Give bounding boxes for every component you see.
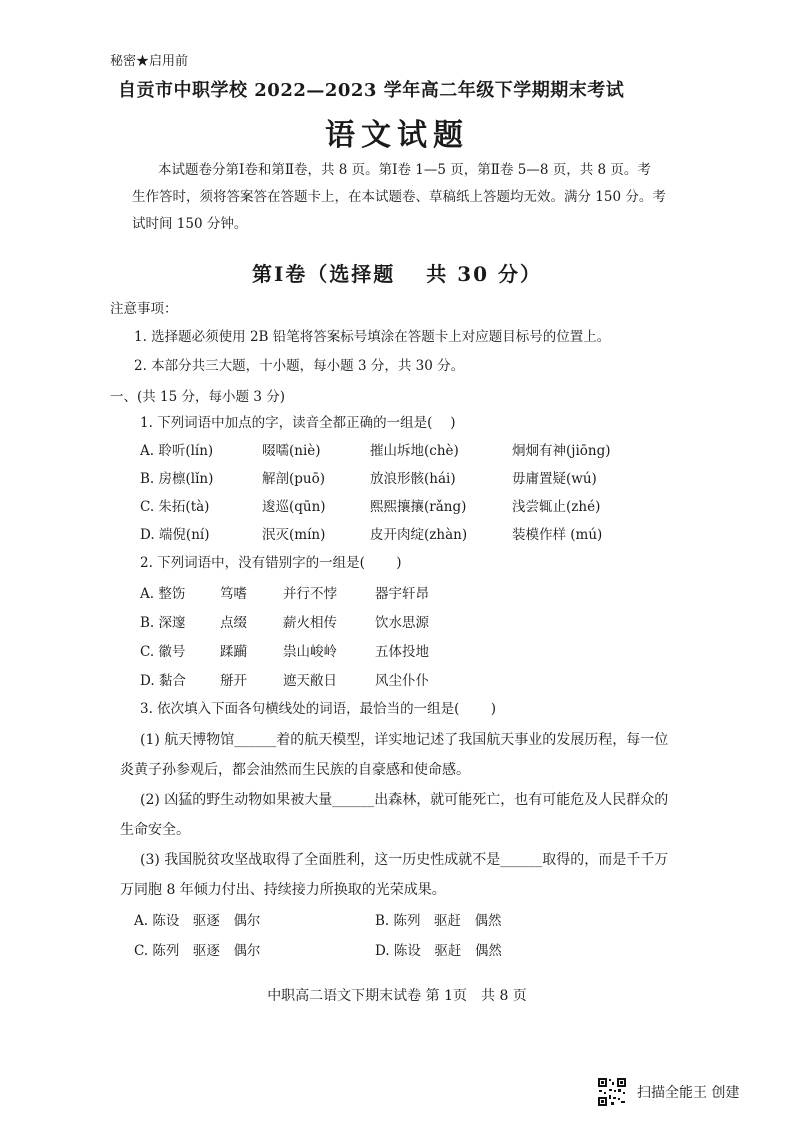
- q1-option-a-1: A. 聆听(lín): [140, 443, 214, 459]
- question-1-stem: 1. 下列词语中加点的字，读音全都正确的一组是( ): [140, 415, 456, 431]
- part-heading: 一、(共 15 分，每小题 3 分): [110, 389, 285, 405]
- q2-option-c-1: C. 徽号: [140, 644, 186, 660]
- q1-option-c-2: 逡巡(qūn): [262, 499, 326, 515]
- q2-option-a-3: 并行不悖: [283, 586, 337, 602]
- q2-option-d-2: 掰开: [220, 673, 247, 689]
- q2-option-d-1: D. 黏合: [140, 673, 186, 689]
- q1-option-b-1: B. 房檩(lǐn): [140, 471, 214, 487]
- q2-option-b-1: B. 深邃: [140, 615, 186, 631]
- instruction-line-1: 本试题卷分第Ⅰ卷和第Ⅱ卷，共 8 页。第Ⅰ卷 1—5 页，第Ⅱ卷 5—8 页，共 8 页。考: [158, 162, 651, 178]
- q3-option-d: D. 陈设 驱赶 偶然: [375, 943, 502, 959]
- q3-option-c: C. 陈列 驱逐 偶尔: [134, 943, 261, 959]
- qr-code-icon: [597, 1077, 627, 1107]
- q2-option-a-4: 器宇轩昂: [375, 586, 429, 602]
- q3-option-b: B. 陈列 驱赶 偶然: [375, 913, 502, 929]
- q1-option-b-3: 放浪形骸(hái): [370, 471, 456, 487]
- q3-sentence-1-line-2: 炎黄子孙参观后，都会油然而生民族的自豪感和使命感。: [120, 762, 470, 778]
- school-exam-title: 自贡市中职学校 2022—2023 学年高二年级下学期期末考试: [118, 80, 625, 101]
- confidential-label: 秘密★启用前: [110, 54, 189, 69]
- instruction-line-3: 试时间 150 分钟。: [132, 216, 248, 232]
- q1-option-c-4: 浅尝辄止(zhé): [512, 499, 601, 515]
- note-2: 2. 本部分共三大题，十小题，每小题 3 分，共 30 分。: [134, 358, 465, 374]
- q3-sentence-1-line-1: (1) 航天博物馆______着的航天模型，详实地记述了我国航天事业的发展历程，每一位: [140, 732, 669, 748]
- q2-option-b-4: 饮水思源: [375, 615, 429, 631]
- note-1: 1. 选择题必须使用 2B 铅笔将答案标号填涂在答题卡上对应题目标号的位置上。: [134, 329, 611, 345]
- q3-option-a: A. 陈设 驱逐 偶尔: [134, 913, 261, 929]
- q1-option-d-3: 皮开肉绽(zhàn): [370, 527, 468, 543]
- exam-instructions: [132, 157, 702, 238]
- question-2-stem: 2. 下列词语中，没有错别字的一组是( ): [140, 555, 402, 571]
- scanner-watermark: 扫描全能王 创建: [637, 1085, 740, 1101]
- q1-option-d-2: 泯灭(mín): [262, 527, 326, 543]
- q1-option-d-1: D. 端倪(ní): [140, 527, 210, 543]
- q1-option-a-2: 啜嚅(niè): [262, 443, 321, 459]
- q2-option-c-4: 五体投地: [375, 644, 429, 660]
- q2-option-c-3: 祟山峻岭: [283, 644, 337, 660]
- subject-title: 语文试题: [325, 118, 469, 153]
- q1-option-b-2: 解剖(puō): [262, 471, 325, 487]
- q3-sentence-3-line-1: (3) 我国脱贫攻坚战取得了全面胜利，这一历史性成就不是______取得的，而是千千万: [140, 852, 669, 868]
- page-footer: 中职高二语文下期末试卷 第 1页 共 8 页: [267, 988, 527, 1004]
- q2-option-c-2: 蹂躏: [220, 644, 247, 660]
- q2-option-d-3: 遮天敝日: [283, 673, 337, 689]
- q2-option-d-4: 风尘仆仆: [375, 673, 429, 689]
- q1-option-a-4: 炯炯有神(jiōng): [512, 443, 611, 459]
- notes-heading: 注意事项：: [110, 301, 178, 317]
- q1-option-d-4: 装模作样 (mú): [512, 527, 603, 543]
- q1-option-c-3: 熙熙攘攘(rǎng): [370, 499, 467, 515]
- q2-option-a-1: A. 整饬: [140, 586, 186, 602]
- q1-option-a-3: 摧山坼地(chè): [370, 443, 459, 459]
- q2-option-b-3: 薪火相传: [283, 615, 337, 631]
- q2-option-b-2: 点缀: [220, 615, 247, 631]
- q3-sentence-2-line-1: (2) 凶猛的野生动物如果被大量______出森林，就可能死亡，也有可能危及人民群众的: [140, 792, 669, 808]
- q1-option-b-4: 毋庸置疑(wú): [512, 471, 597, 487]
- q1-option-c-1: C. 朱拓(tà): [140, 499, 210, 515]
- q2-option-a-2: 笃嗜: [220, 586, 247, 602]
- question-3-stem: 3. 依次填入下面各句横线处的词语，最恰当的一组是( ): [140, 701, 496, 717]
- q3-sentence-3-line-2: 万同胞 8 年倾力付出、持续接力所换取的光荣成果。: [120, 882, 446, 898]
- instruction-line-2: 生作答时，须将答案答在答题卡上，在本试题卷、草稿纸上答题均无效。满分 150 分。考: [132, 189, 666, 205]
- section-title: 第Ⅰ卷（选择题 共 30 分）: [251, 262, 543, 286]
- q3-sentence-2-line-2: 生命安全。: [120, 822, 190, 838]
